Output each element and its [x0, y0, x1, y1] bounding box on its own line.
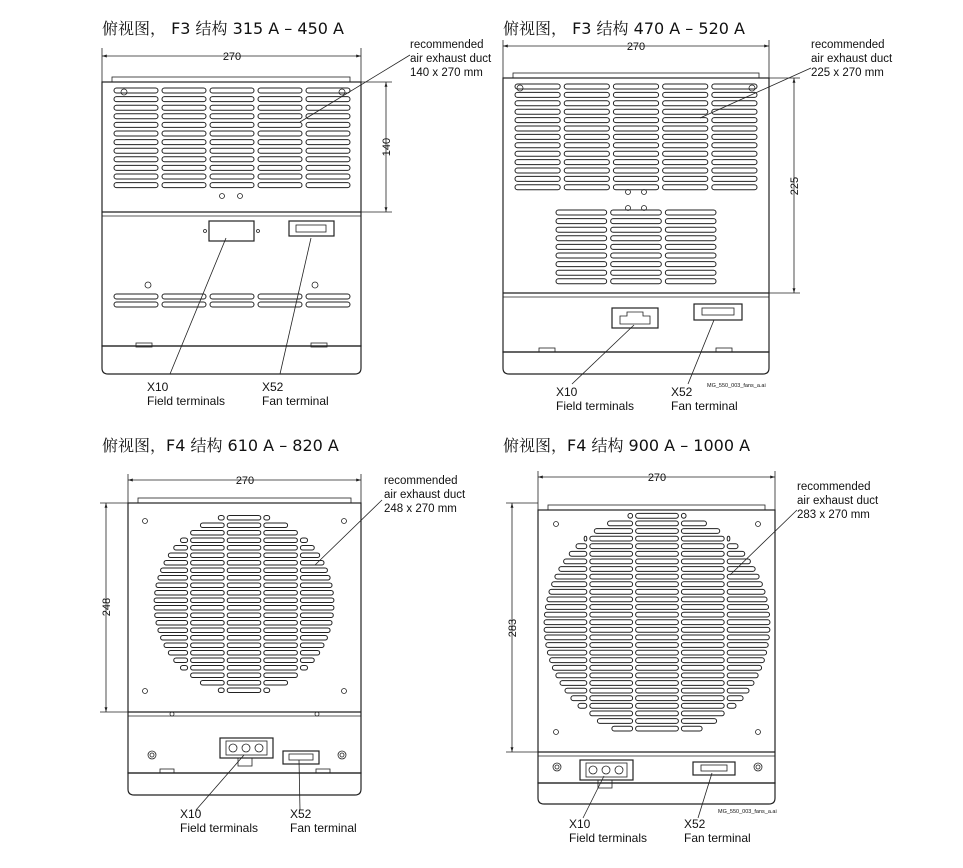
x52-label: X52 — [684, 817, 706, 831]
x10-label: X10 — [556, 385, 578, 399]
x10-label: X10 — [569, 817, 591, 831]
width-dimension-label: 270 — [647, 472, 667, 484]
screw-hole — [553, 763, 561, 771]
screw-hole — [145, 282, 151, 288]
exhaust-grille — [515, 84, 757, 190]
duct-note-line-1: recommended — [811, 39, 885, 51]
x10-label: X10 — [147, 380, 169, 394]
height-dimension-label: 248 — [101, 597, 113, 617]
x52-connector — [283, 751, 319, 764]
x10-connector — [209, 221, 254, 241]
duct-note-line-1: recommended — [410, 39, 484, 51]
exhaust-grille — [114, 88, 350, 188]
panel-1-title: 俯视图， F3 结构 315 A – 450 A — [102, 19, 344, 38]
duct-note-line-2: air exhaust duct — [384, 489, 466, 501]
x52-description: Fan terminal — [684, 831, 751, 845]
panel-3-drawing — [100, 474, 466, 835]
duct-note-line-3: 248 x 270 mm — [384, 503, 457, 515]
duct-note-line-3: 225 x 270 mm — [811, 67, 884, 79]
base-plate — [128, 773, 361, 795]
duct-note-line-2: air exhaust duct — [410, 53, 492, 65]
base-plate — [503, 352, 769, 374]
x10-connector — [220, 738, 273, 766]
file-label: MG_550_003_fans_a.ai — [707, 383, 766, 389]
x52-label: X52 — [671, 385, 693, 399]
x52-label: X52 — [290, 807, 312, 821]
fan-grille — [154, 515, 334, 692]
x52-description: Fan terminal — [290, 821, 357, 835]
panel-4-title: 俯视图，F4 结构 900 A – 1000 A — [503, 436, 751, 455]
height-dimension-label: 140 — [381, 137, 393, 157]
height-dimension-label: 283 — [507, 618, 519, 638]
x10-connector — [612, 308, 658, 328]
lower-vent-slots — [114, 294, 350, 307]
screw-hole — [754, 763, 762, 771]
x52-connector — [694, 304, 742, 320]
x52-description: Fan terminal — [262, 394, 329, 408]
x10-description: Field terminals — [180, 821, 259, 835]
screw-hole — [338, 751, 346, 759]
duct-note-line-3: 283 x 270 mm — [797, 509, 870, 521]
panel-2-drawing — [503, 39, 893, 413]
duct-note-line-1: recommended — [384, 475, 458, 487]
x52-description: Fan terminal — [671, 399, 738, 413]
fan-grille — [544, 513, 770, 731]
x10-description: Field terminals — [147, 394, 226, 408]
base-plate — [538, 783, 775, 804]
screw-hole — [148, 751, 156, 759]
panel-4-drawing — [506, 471, 879, 845]
duct-note-line-3: 140 x 270 mm — [410, 67, 483, 79]
screw-hole — [312, 282, 318, 288]
x52-label: X52 — [262, 380, 284, 394]
panel-3-title: 俯视图，F4 结构 610 A – 820 A — [102, 436, 339, 455]
width-dimension-label: 270 — [222, 51, 242, 63]
width-dimension-label: 270 — [626, 41, 646, 53]
duct-note-line-2: air exhaust duct — [811, 53, 893, 65]
width-dimension-label: 270 — [235, 475, 255, 487]
panel-1-drawing — [102, 39, 492, 408]
duct-note-line-1: recommended — [797, 481, 871, 493]
file-label: MG_550_003_fans_a.ai — [718, 809, 777, 815]
base-plate — [102, 346, 361, 374]
x10-description: Field terminals — [569, 831, 648, 845]
duct-note-line-2: air exhaust duct — [797, 495, 879, 507]
x52-connector — [693, 762, 735, 775]
x10-connector — [580, 760, 633, 788]
panel-2-title: 俯视图， F3 结构 470 A – 520 A — [503, 19, 745, 38]
height-dimension-label: 225 — [789, 176, 801, 196]
x10-description: Field terminals — [556, 399, 635, 413]
center-vent-slots — [556, 210, 716, 284]
x10-label: X10 — [180, 807, 202, 821]
